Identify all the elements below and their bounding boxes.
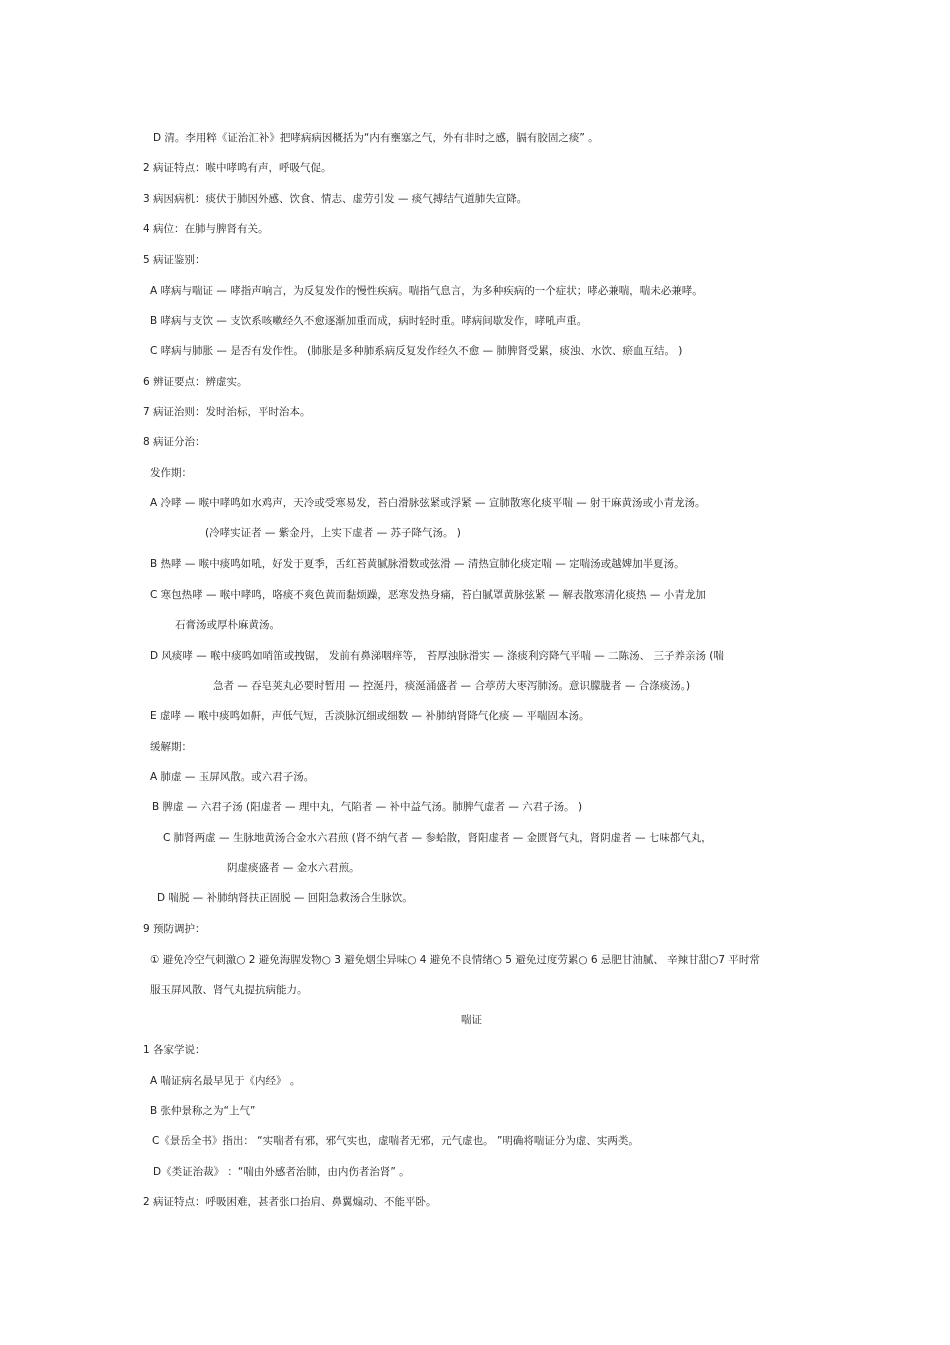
text-line: D《类证治裁》 ：“喘由外感者治肺，由内伤者治肾” 。 bbox=[153, 1166, 410, 1178]
text-line: A 喘证病名最早见于《内经》 。 bbox=[150, 1075, 301, 1087]
text-line: D 清。李用粹《证治汇补》把哮病病因概括为“内有壅塞之气，外有非时之感，膈有胶固之痰” 。 bbox=[153, 132, 599, 144]
section-heading: 喘证 bbox=[461, 1014, 482, 1026]
text-line: A 肺虚 — 玉屏风散。或六君子汤。 bbox=[150, 771, 315, 783]
text-line: C 寒包热哮 — 喉中哮鸣，咯痰不爽色黄而黏烦躁，恶寒发热身痛，苔白腻罩黄脉弦紧 — 解表散寒清化痰热 — 小青龙加 bbox=[150, 589, 706, 601]
text-line: 6 辨证要点：辨虚实。 bbox=[143, 376, 248, 388]
text-line: B 脾虚 — 六君子汤 (阳虚者 — 理中丸，气陷者 — 补中益气汤。肺脾气虚者 — 六君子汤。 ) bbox=[152, 801, 583, 813]
text-line: 5 病证鉴别： bbox=[143, 254, 206, 266]
text-line: B 热哮 — 喉中痰鸣如吼，好发于夏季，舌红苔黄腻脉滑数或弦滑 — 清热宣肺化痰定喘 — 定喘汤或越婢加半夏汤。 bbox=[150, 558, 685, 570]
text-line: 2 病证特点：喉中哮鸣有声，呼吸气促。 bbox=[143, 162, 332, 174]
text-line: 2 病证特点：呼吸困难，甚者张口抬肩、鼻翼煽动、不能平卧。 bbox=[143, 1196, 437, 1208]
text-line: 8 病证分治： bbox=[143, 436, 206, 448]
text-line: 1 各家学说： bbox=[143, 1044, 206, 1056]
text-line: 3 病因病机：痰伏于肺因外感、饮食、情志、虚劳引发 — 痰气搏结气道肺失宣降。 bbox=[143, 193, 528, 205]
text-line: 阴虚痰盛者 — 金水六君煎。 bbox=[227, 862, 360, 874]
text-line: A 冷哮 — 喉中哮鸣如水鸡声，天冷或受寒易发，苔白滑脉弦紧或浮紧 — 宣肺散寒化痰平喘 — 射干麻黄汤或小青龙汤。 bbox=[150, 497, 706, 509]
text-line: 9 预防调护： bbox=[143, 923, 206, 935]
text-line: (冷哮实证者 — 紫金丹，上实下虚者 — 苏子降气汤。 ) bbox=[205, 527, 461, 539]
text-line: B 张仲景称之为“上气” bbox=[150, 1105, 256, 1117]
text-line: A 哮病与喘证 — 哮指声响言，为反复发作的慢性疾病。喘指气息言，为多种疾病的一个症状；哮必兼喘，喘未必兼哮。 bbox=[150, 285, 703, 297]
text-line: C 哮病与肺胀 — 是否有发作性。 (肺胀是多种肺系病反复发作经久不愈 — 肺脾肾受累，痰浊、水饮、瘀血互结。 ) bbox=[150, 345, 683, 357]
text-line: 发作期： bbox=[150, 467, 192, 479]
text-line: 急者 — 吞皂荚丸必要时暂用 — 控涎丹，痰涎涌盛者 — 合葶苈大枣泻肺汤。意识朦胧者 — 合涤痰汤。) bbox=[213, 680, 691, 692]
text-line: ① 避免冷空气刺激○ 2 避免海腥发物○ 3 避免烟尘异味○ 4 避免不良情绪○ 5 避免过度劳累○ 6 忌肥甘油腻、 辛辣甘甜○7 平时常 bbox=[150, 954, 760, 966]
text-line: 4 病位：在肺与脾肾有关。 bbox=[143, 223, 269, 235]
text-line: D 喘脱 — 补肺纳肾扶正固脱 — 回阳急救汤合生脉饮。 bbox=[157, 892, 413, 904]
text-line: 服玉屏风散、肾气丸提抗病能力。 bbox=[150, 984, 308, 996]
text-line: C《景岳全书》指出： “实喘者有邪，邪气实也，虚喘者无邪，元气虚也。 ”明确将喘证分为虚、实两类。 bbox=[152, 1135, 639, 1147]
text-line: D 风痰哮 — 喉中痰鸣如哨笛或拽锯， 发前有鼻涕咽痒等， 苔厚浊脉滑实 — 涤痰利窍降气平喘 — 二陈汤、 三子养亲汤 (喘 bbox=[150, 650, 724, 662]
text-line: B 哮病与支饮 — 支饮系咳嗽经久不愈逐渐加重而成，病时轻时重。哮病间歇发作，哮吼声重。 bbox=[150, 315, 588, 327]
text-line: 缓解期： bbox=[150, 741, 192, 753]
text-line: 石膏汤或厚朴麻黄汤。 bbox=[175, 619, 280, 631]
text-line: C 肺肾两虚 — 生脉地黄汤合金水六君煎 (肾不纳气者 — 参蛤散，肾阳虚者 — 金匮肾气丸，肾阴虚者 — 七味都气丸， bbox=[163, 832, 712, 844]
text-line: 7 病证治则：发时治标，平时治本。 bbox=[143, 406, 311, 418]
text-line: E 虚哮 — 喉中痰鸣如鼾，声低气短，舌淡脉沉细或细数 — 补肺纳肾降气化痰 — 平喘固本汤。 bbox=[150, 710, 590, 722]
